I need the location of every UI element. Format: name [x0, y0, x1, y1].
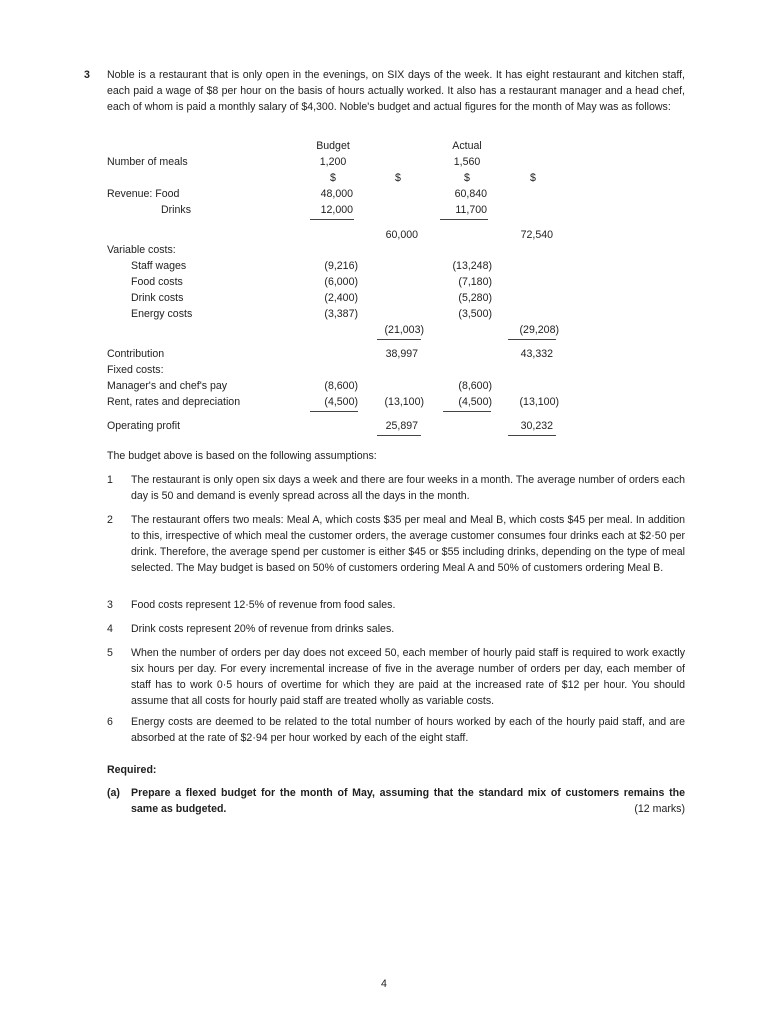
revenue-total-budget: 60,000: [385, 229, 418, 241]
food-costs-actual: (7,180): [458, 276, 492, 288]
energy-costs-budget: (3,387): [324, 308, 358, 320]
required-marks: (12 marks): [634, 803, 685, 815]
revenue-drinks-actual: 11,700: [455, 204, 487, 216]
managers-pay-label: Manager's and chef's pay: [107, 380, 228, 392]
rule-profit-budget: [377, 435, 421, 436]
energy-costs-label: Energy costs: [131, 308, 193, 320]
assumption-text: The restaurant is only open six days a week and there are four weeks in a month. The average number of orders each day is 50 and demand is evenly spread across all the days in the month.: [131, 474, 685, 502]
rule-fixed-actual: [443, 411, 491, 412]
revenue-drinks-budget: 12,000: [320, 204, 353, 216]
drink-costs-actual: (5,280): [458, 292, 492, 304]
meals-label: Number of meals: [107, 156, 188, 168]
required-part: (a): [107, 787, 120, 799]
assumption-text: When the number of orders per day does not exceed 50, each member of hourly paid staff is required to work exactly six hours per day. For every incremental increase of five in the average number of orders per day, each member of staff has to work 0·5 hours of overtime for which they are paid at the increased rate of $12 per hour. You should assume that all costs for hourly paid staff are treated wholly as variable costs.: [131, 647, 685, 707]
rule-revenue-actual: [440, 219, 488, 220]
rule-profit-actual: [508, 435, 556, 436]
currency-1: $: [330, 172, 336, 184]
contribution-label: Contribution: [107, 348, 165, 360]
assumption-number: 1: [107, 474, 113, 486]
assumption-number: 4: [107, 623, 113, 635]
energy-costs-actual: (3,500): [458, 308, 492, 320]
staff-wages-label: Staff wages: [131, 260, 187, 272]
variable-total-actual: (29,208): [519, 324, 559, 336]
managers-pay-budget: (8,600): [324, 380, 358, 392]
assumption-item: [107, 597, 685, 613]
assumption-item: [107, 472, 685, 504]
required-text: Prepare a flexed budget for the month of May, assuming that the standard mix of customers remains the same as budgeted.: [131, 787, 685, 815]
currency-3: $: [464, 172, 470, 184]
rent-budget-total: (13,100): [384, 396, 424, 408]
revenue-food-actual: 60,840: [454, 188, 487, 200]
assumption-text: The restaurant offers two meals: Meal A, which costs $35 per meal and Meal B, which costs $45 per meal. In addition to this, irrespective of which meal the customer orders, the average customer consumes four drinks each at $2·50 per drink. Therefore, the average spend per customer is either $45 or $55 including drinks, depending on the type of meal selected. The May budget is based on 50% of customers ordering Meal A and 50% of customers ordering Meal B.: [131, 514, 685, 574]
fixed-costs-label: Fixed costs:: [107, 364, 164, 376]
rent-actual: (4,500): [458, 396, 492, 408]
staff-wages-budget: (9,216): [324, 260, 358, 272]
operating-profit-actual: 30,232: [520, 420, 553, 432]
rule-fixed-budget: [310, 411, 358, 412]
actual-header: Actual: [452, 140, 482, 152]
budget-header: Budget: [316, 140, 350, 152]
rent-actual-total: (13,100): [519, 396, 559, 408]
food-costs-budget: (6,000): [324, 276, 358, 288]
meals-actual: 1,560: [453, 156, 481, 168]
food-costs-label: Food costs: [131, 276, 183, 288]
rule-variable-actual: [508, 339, 556, 340]
managers-pay-actual: (8,600): [458, 380, 492, 392]
assumptions-intro: The budget above is based on the following assumptions:: [107, 450, 377, 462]
revenue-food-budget: 48,000: [320, 188, 353, 200]
assumption-item: [107, 714, 685, 746]
question-number: 3: [84, 69, 90, 81]
revenue-food-label: Revenue: Food: [107, 188, 180, 200]
assumption-number: 3: [107, 599, 113, 611]
assumption-number: 6: [107, 716, 113, 728]
contribution-budget: 38,997: [385, 348, 418, 360]
rent-label: Rent, rates and depreciation: [107, 396, 241, 408]
drink-costs-budget: (2,400): [324, 292, 358, 304]
assumption-text: Food costs represent 12·5% of revenue from food sales.: [131, 599, 396, 611]
revenue-drinks-label: Drinks: [161, 204, 192, 216]
currency-4: $: [530, 172, 536, 184]
question-intro: Noble is a restaurant that is only open in the evenings, on SIX days of the week. It has eight restaurant and kitchen staff, each paid a wage of $8 per hour on the basis of hours actually worked. It also has a restaurant manager and a head chef, each of whom is paid a monthly salary of $4,300. Noble's budget and actual figures for the month of May was as follows:: [107, 69, 685, 113]
contribution-actual: 43,332: [520, 348, 553, 360]
page-number: 4: [381, 978, 387, 990]
assumption-text: Drink costs represent 20% of revenue from drinks sales.: [131, 623, 395, 635]
assumption-number: 5: [107, 647, 113, 659]
assumption-item: [107, 621, 685, 637]
staff-wages-actual: (13,248): [452, 260, 492, 272]
assumption-item: [107, 512, 685, 576]
operating-profit-label: Operating profit: [107, 420, 181, 432]
assumption-number: 2: [107, 514, 113, 526]
assumption-text: Energy costs are deemed to be related to the total number of hours worked by each of the hourly paid staff, and are absorbed at the rate of $2·94 per hour worked by each of the eight staff.: [131, 716, 685, 744]
variable-costs-label: Variable costs:: [107, 244, 176, 256]
meals-budget: 1,200: [319, 156, 347, 168]
revenue-total-actual: 72,540: [520, 229, 553, 241]
rule-variable-budget: [377, 339, 421, 340]
variable-total-budget: (21,003): [384, 324, 424, 336]
operating-profit-budget: 25,897: [385, 420, 418, 432]
assumption-item: [107, 645, 685, 709]
drink-costs-label: Drink costs: [131, 292, 184, 304]
rent-budget: (4,500): [324, 396, 358, 408]
required-label: Required:: [107, 764, 157, 776]
currency-2: $: [395, 172, 401, 184]
rule-revenue-budget: [310, 219, 354, 220]
